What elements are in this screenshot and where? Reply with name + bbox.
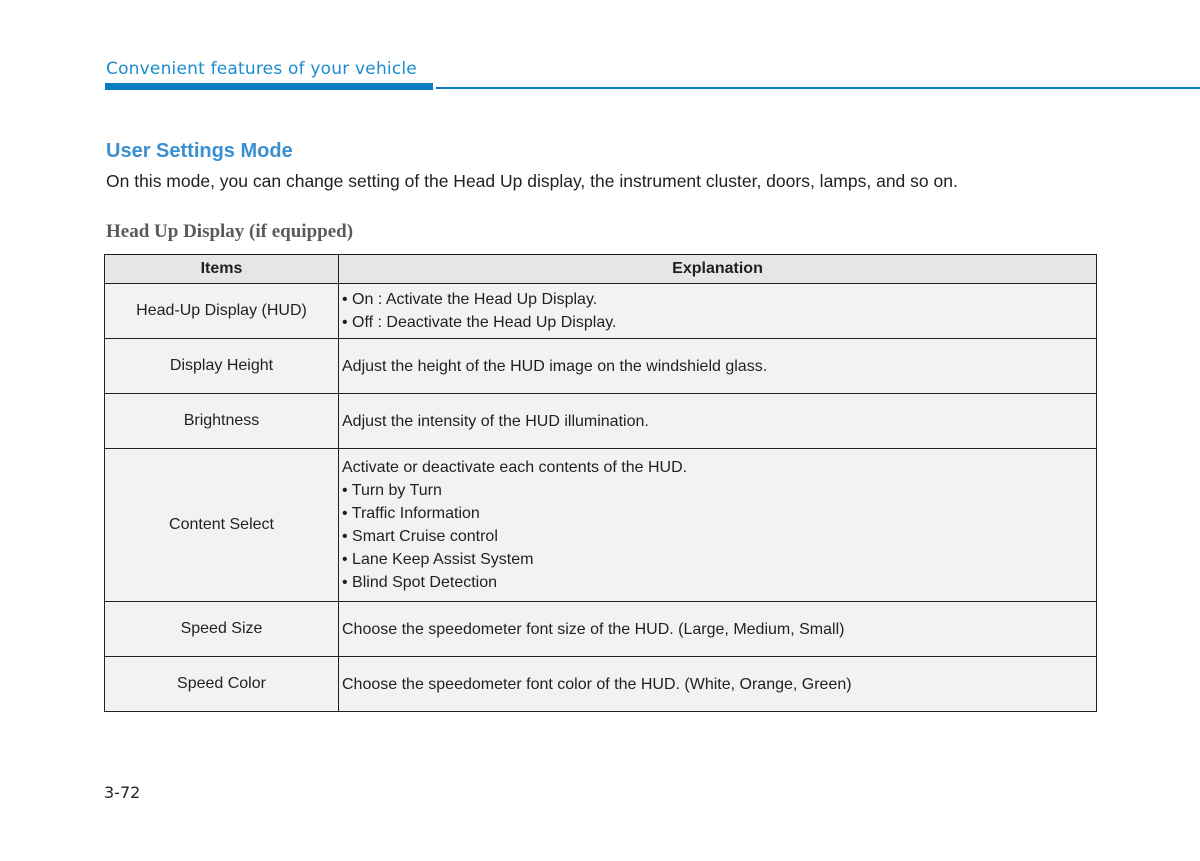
explanation-line: • Smart Cruise control — [342, 528, 498, 545]
table-row — [105, 657, 1097, 712]
item-cell: Content Select — [105, 449, 339, 602]
explanation-line: Choose the speedometer font color of the HUD. (White, Orange, Green) — [342, 675, 852, 693]
item-cell: Speed Size — [105, 602, 339, 657]
table-row — [105, 602, 1097, 657]
explanation-cell — [339, 284, 1097, 339]
explanation-line: Choose the speedometer font size of the HUD. (Large, Medium, Small) — [342, 620, 845, 638]
explanation-cell — [339, 602, 1097, 657]
subsection-title: Head Up Display (if equipped) — [106, 221, 354, 242]
column-header-items: Items — [105, 255, 339, 284]
table-header-row — [105, 255, 1097, 284]
section-title: User Settings Mode — [106, 140, 293, 162]
explanation-line: Adjust the height of the HUD image on the windshield glass. — [342, 357, 768, 375]
item-cell: Brightness — [105, 394, 339, 449]
page-number: 3-72 — [104, 783, 141, 802]
section-intro: On this mode, you can change setting of the Head Up display, the instrument cluster, doors, lamps, and so on. — [106, 171, 958, 191]
explanation-line: • Traffic Information — [342, 505, 480, 522]
explanation-cell — [339, 339, 1097, 394]
item-cell: Display Height — [105, 339, 339, 394]
explanation-line: Adjust the intensity of the HUD illumination. — [342, 412, 649, 430]
explanation-line: • Off : Deactivate the Head Up Display. — [342, 314, 617, 331]
hud-settings-table — [104, 254, 1097, 712]
table-row — [105, 339, 1097, 394]
explanation-line: • On : Activate the Head Up Display. — [342, 291, 598, 308]
explanation-line: • Lane Keep Assist System — [342, 551, 534, 568]
table-row — [105, 284, 1097, 339]
table-row — [105, 449, 1097, 602]
explanation-line: • Turn by Turn — [342, 482, 442, 499]
explanation-cell — [339, 657, 1097, 712]
item-cell: Head-Up Display (HUD) — [105, 284, 339, 339]
explanation-line: Activate or deactivate each contents of the HUD. — [342, 459, 688, 476]
chapter-header: Convenient features of your vehicle — [106, 59, 417, 79]
column-header-explanation: Explanation — [339, 255, 1097, 284]
explanation-cell — [339, 394, 1097, 449]
item-cell: Speed Color — [105, 657, 339, 712]
table-row — [105, 394, 1097, 449]
explanation-line: • Blind Spot Detection — [342, 574, 498, 591]
header-rule-thin — [436, 87, 1200, 89]
explanation-cell — [339, 449, 1097, 602]
header-rule-thick — [105, 83, 433, 90]
